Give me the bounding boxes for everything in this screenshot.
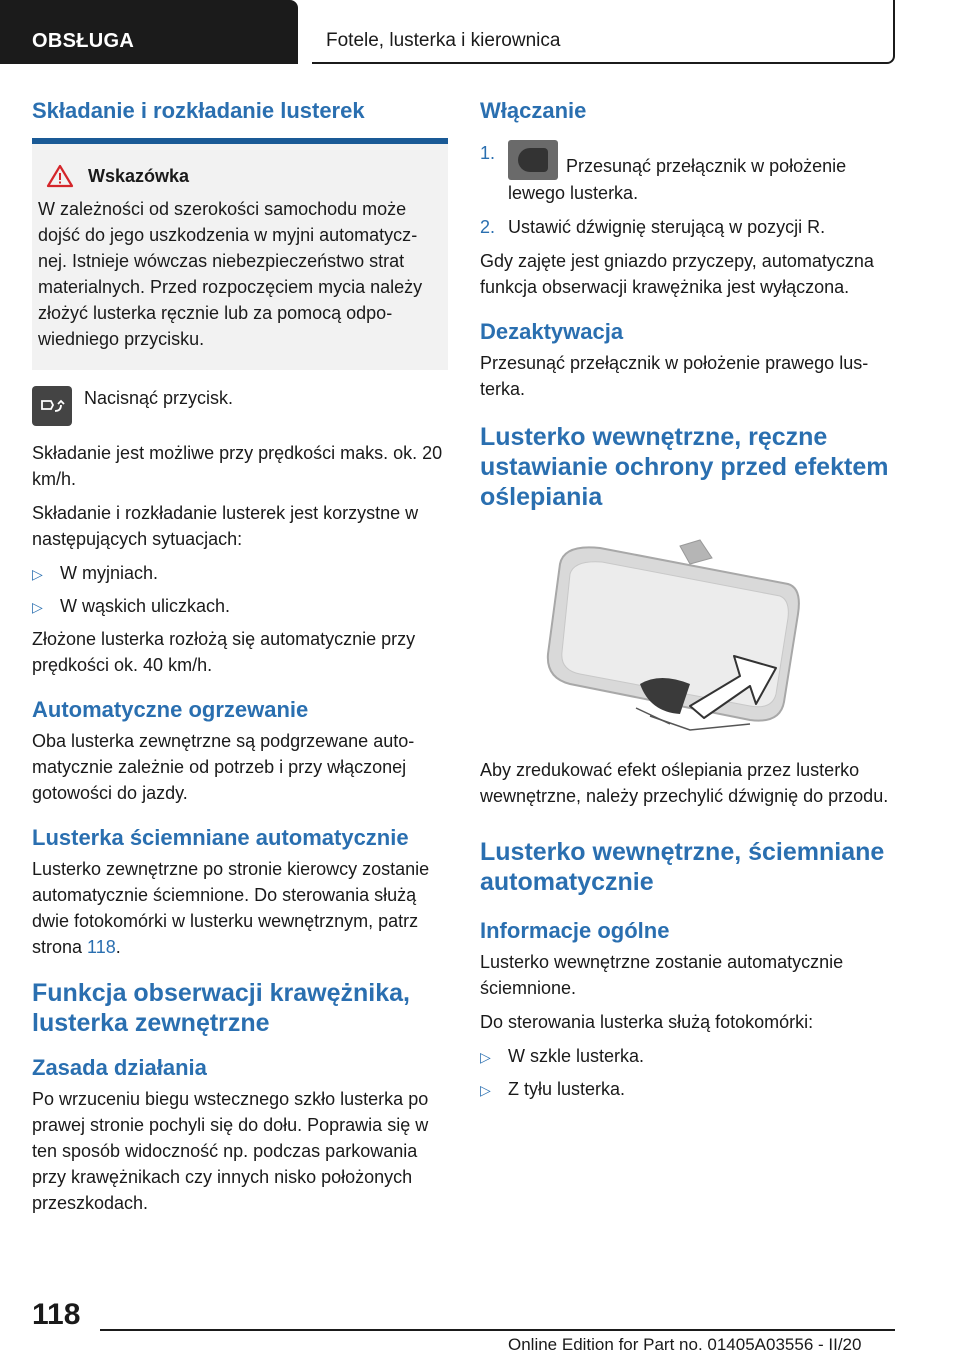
- note-text: W zależności od szerokości samochodu może dojść do jego uszkodzenia w myjni automatycznej. Istnieje wówczas niebezpieczeństwo strat materialnych. Przed rozpoczęciem mycia należy złożyć lusterka ręcznie lub za pomocą odpowiedniego przycisku.: [38, 199, 423, 349]
- list-item: ▷ W wąskich uliczkach.: [32, 593, 448, 620]
- trailer-text: Gdy zajęte jest gniazdo przyczepy, automatyczna funkcja obserwacji krawężnika jest wyłączona.: [480, 251, 874, 297]
- fold-button-row: [32, 386, 448, 426]
- heating-text: Oba lusterka zewnętrzne są podgrzewane automatycznie zależnie od potrzeb i przy włączonej gotowości do jazdy.: [32, 731, 415, 803]
- fold-situations-list: [32, 560, 448, 620]
- list-item: 1. Przesunąć przełącznik w położenie lewego lusterka.: [480, 140, 896, 206]
- page-reference-link[interactable]: 118: [87, 937, 116, 957]
- list-item: ▷ Z tyłu lusterka.: [480, 1076, 896, 1103]
- rear-view-mirror-illustration: [540, 534, 800, 734]
- deactivate-title: Dezaktywacja: [480, 319, 624, 344]
- warning-triangle-icon: [46, 164, 74, 188]
- photocell-list: [480, 1043, 896, 1103]
- mirror-switch-icon: [508, 140, 558, 180]
- dimming-text: Lusterko zewnętrzne po stronie kierowcy zostanie automatycznie ściemnione. Do sterowania służą dwie fotokomórki w lusterku wewnętrznym, patrz strona 118.: [32, 859, 430, 957]
- warning-note: [32, 144, 448, 370]
- auto-dimming-title: Lusterko wewnętrzne, ściemniane automatycznie: [480, 838, 885, 896]
- triangle-bullet-icon: ▷: [480, 1082, 491, 1098]
- note-title: Wskazówka: [88, 165, 190, 186]
- header-chapter-tab: [312, 0, 895, 64]
- triangle-bullet-icon: ▷: [32, 599, 43, 615]
- activate-title: Włączanie: [480, 98, 587, 123]
- press-button-text: Nacisnąć przycisk.: [84, 388, 234, 408]
- general-info-title: Informacje ogólne: [480, 918, 670, 943]
- list-item: ▷ W szkle lusterka.: [480, 1043, 896, 1070]
- triangle-bullet-icon: ▷: [480, 1049, 491, 1065]
- left-column: [32, 96, 448, 1224]
- manual-dimming-text: Aby zredukować efekt oślepiania przez lusterko wewnętrzne, należy przechylić dźwignię do przodu.: [480, 760, 889, 806]
- header-section-tab: [0, 0, 298, 64]
- deactivate-text: Przesunąć przełącznik w położenie prawego lusterka.: [480, 353, 869, 399]
- photocell-text: Do sterowania lusterka służą fotokomórki:: [480, 1012, 814, 1032]
- general-info-text: Lusterko wewnętrzne zostanie automatycznie ściemnione.: [480, 952, 844, 998]
- header-chapter-label: Fotele, lusterka i kierownica: [326, 30, 561, 51]
- unfold-text: Złożone lusterka rozłożą się automatycznie przy prędkości ok. 40 km/h.: [32, 629, 416, 675]
- dimming-title: Lusterka ściemniane automatycznie: [32, 825, 409, 850]
- edition-text: Online Edition for Part no. 01405A03556 - II/20: [508, 1335, 862, 1354]
- mirror-fold-button-icon: [32, 386, 72, 426]
- principle-title: Zasada działania: [32, 1055, 207, 1080]
- list-item: 2. Ustawić dźwignię sterującą w pozycji R.: [480, 217, 826, 237]
- fold-speed-text: Składanie jest możliwe przy prędkości maks. ok. 20 km/h.: [32, 443, 443, 489]
- curb-title: Funkcja obserwacji krawężnika, lusterka zewnętrzne: [32, 979, 410, 1037]
- manual-dimming-title: Lusterko wewnętrzne, ręczne ustawianie ochrony przed efektem oślepiania: [480, 423, 889, 511]
- heating-title: Automatyczne ogrzewanie: [32, 697, 309, 722]
- triangle-bullet-icon: ▷: [32, 566, 43, 582]
- activate-steps: [480, 140, 896, 240]
- list-item: ▷ W myjniach.: [32, 560, 448, 587]
- footer-rule: [100, 1329, 895, 1331]
- fold-useful-text: Składanie i rozkładanie lusterek jest korzystne w następujących sytuacjach:: [32, 503, 419, 549]
- header-section-label: OBSŁUGA: [32, 30, 135, 52]
- note-header: [38, 164, 436, 188]
- page-number: 118: [32, 1298, 81, 1331]
- principle-text: Po wrzuceniu biegu wstecznego szkło lusterka po prawej stronie pochyli się do dołu. Poprawia się w ten sposób widoczność np. podczas parkowania przy krawężnikach czy innych nisko położonych przeszkodach.: [32, 1089, 429, 1213]
- fold-title: Składanie i rozkładanie lusterek: [32, 98, 365, 123]
- right-column: [480, 96, 896, 1109]
